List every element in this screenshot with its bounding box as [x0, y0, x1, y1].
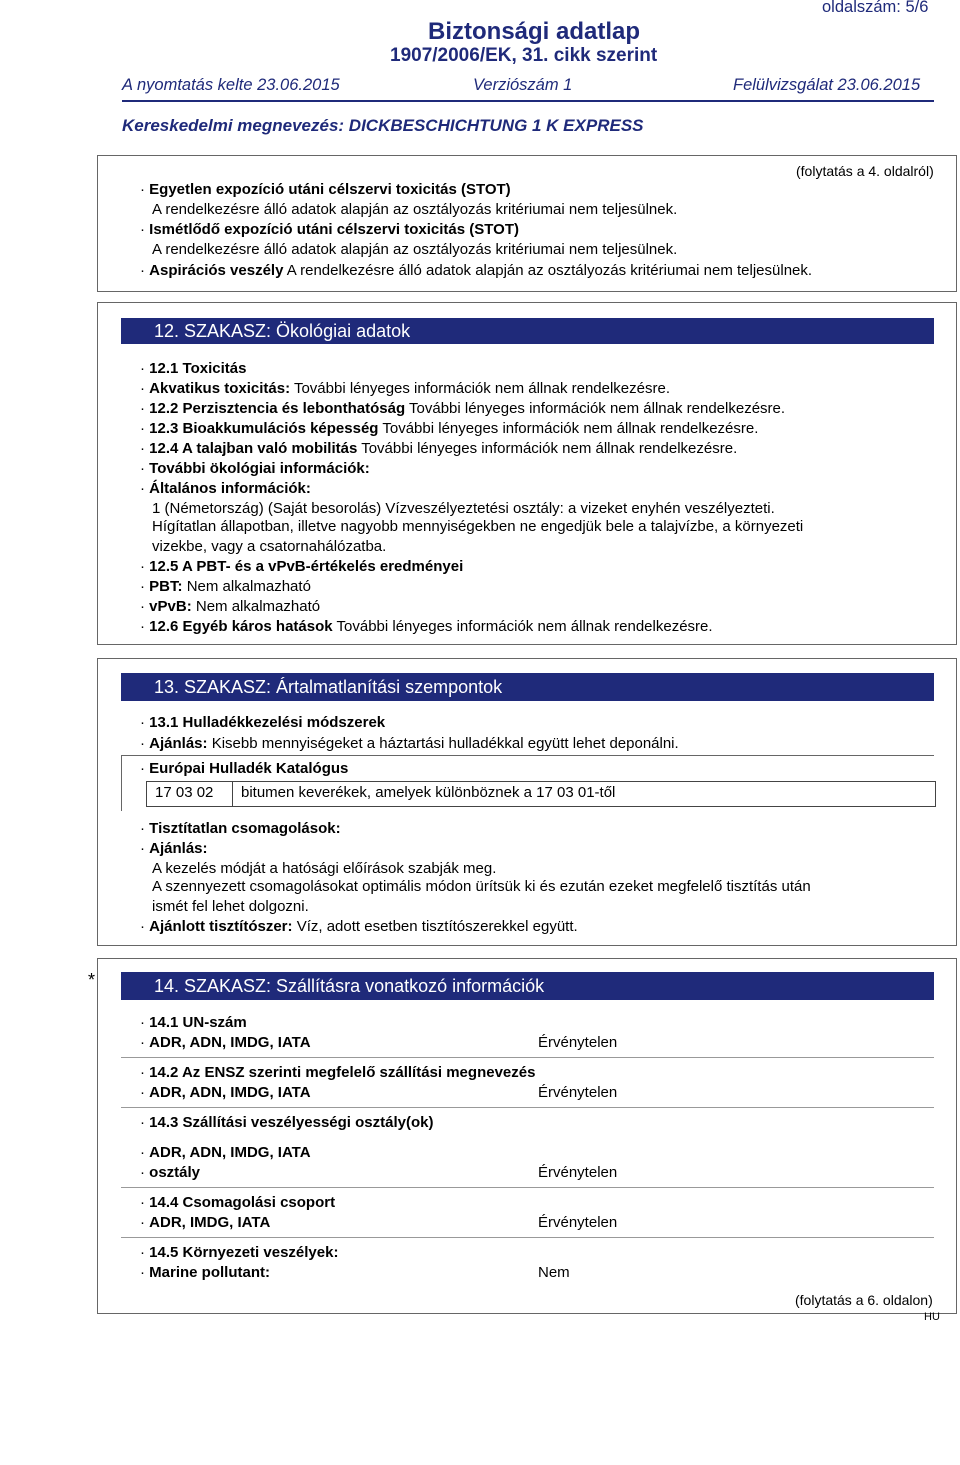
- bioaccum-row: · 12.3 Bioakkumulációs képesség További lényeges információk nem állnak rendelkezésre.: [140, 420, 758, 437]
- revision-date: Felülvizsgálat 23.06.2015: [733, 76, 921, 94]
- section-13-title: 13. SZAKASZ: Ártalmatlanítási szempontok: [121, 673, 934, 701]
- divider-14-1: [121, 1057, 934, 1058]
- general-info-label: · Általános információk:: [140, 480, 311, 497]
- shipping-name-label: · 14.2 Az ENSZ szerinti megfelelő szállítási megnevezés: [140, 1064, 535, 1081]
- print-date: A nyomtatás kelte 23.06.2015: [122, 76, 340, 94]
- change-marker: *: [88, 970, 96, 990]
- header-rule: [122, 100, 934, 102]
- aspiration-row: · Aspirációs veszély A rendelkezésre álló adatok alapján az osztályozás kritériumai nem teljesülnek.: [140, 262, 812, 279]
- section-14-title: 14. SZAKASZ: Szállításra vonatkozó információk: [121, 972, 934, 1000]
- footer-rule: [97, 1313, 957, 1314]
- general-text-3: vizekbe, vagy a csatornahálózatba.: [152, 538, 387, 555]
- further-eco-label: · További ökológiai információk:: [140, 460, 370, 477]
- toxicity-label: · 12.1 Toxicitás: [140, 360, 246, 377]
- packaging-text-1: A kezelés módját a hatósági előírások szabják meg.: [152, 860, 497, 877]
- general-text-1: 1 (Németország) (Saját besorolás) Vízveszélyeztetési osztály: a vizeket enyhén veszélyezteti.: [152, 500, 775, 517]
- divider-14-3: [121, 1187, 934, 1188]
- catalogue-label: · Európai Hulladék Katalógus: [140, 760, 348, 777]
- hazard-class-sub: · osztály: [140, 1164, 200, 1181]
- stot-repeated-label: · Ismétlődő expozíció utáni célszervi toxicitás (STOT): [140, 221, 519, 238]
- vpvb-row: · vPvB: Nem alkalmazható: [140, 598, 320, 615]
- document-title: Biztonsági adatlap: [428, 18, 641, 45]
- packing-group-key: · ADR, IMDG, IATA: [140, 1214, 270, 1231]
- stot-single-label: · Egyetlen expozíció utáni célszervi toxicitás (STOT): [140, 181, 511, 198]
- hazard-class-key: · ADR, ADN, IMDG, IATA: [140, 1144, 311, 1161]
- general-text-2: Hígítatlan állapotban, illetve nagyobb mennyiségekben ne engedjük bele a talajvízbe, a környezeti: [152, 518, 804, 535]
- persistence-row: · 12.2 Perzisztencia és lebonthatóság További lényeges információk nem állnak rendelkezésre.: [140, 400, 785, 417]
- recommendation-row: · Ajánlás: Kisebb mennyiségeket a háztartási hulladékkal együtt lehet deponálni.: [140, 735, 679, 752]
- catalogue-table: [146, 781, 936, 807]
- other-effects-row: · 12.6 Egyéb káros hatások További lényeges információk nem állnak rendelkezésre.: [140, 618, 713, 635]
- packing-group-label: · 14.4 Csomagolási csoport: [140, 1194, 335, 1211]
- pbt-row: · PBT: Nem alkalmazható: [140, 578, 311, 595]
- packing-group-value: Érvénytelen: [538, 1214, 618, 1231]
- page-number: oldalszám: 5/6: [822, 0, 929, 16]
- section-12-title: 12. SZAKASZ: Ökológiai adatok: [121, 318, 934, 344]
- stot-repeated-text: A rendelkezésre álló adatok alapján az osztályozás kritériumai nem teljesülnek.: [152, 241, 678, 258]
- document-subtitle: 1907/2006/EK, 31. cikk szerint: [390, 45, 658, 66]
- divider-14-4: [121, 1237, 934, 1238]
- language-code: HU: [924, 1311, 940, 1323]
- marine-pollutant-value: Nem: [538, 1264, 570, 1281]
- pbt-label: · 12.5 A PBT- és a vPvB-értékelés eredményei: [140, 558, 463, 575]
- stot-single-text: A rendelkezésre álló adatok alapján az osztályozás kritériumai nem teljesülnek.: [152, 201, 678, 218]
- continued-from: (folytatás a 4. oldalról): [796, 163, 934, 179]
- hazard-class-value: Érvénytelen: [538, 1164, 618, 1181]
- waste-methods-label: · 13.1 Hulladékkezelési módszerek: [140, 714, 385, 731]
- aquatic-row: · Akvatikus toxicitás: További lényeges információk nem állnak rendelkezésre.: [140, 380, 670, 397]
- shipping-name-key: · ADR, ADN, IMDG, IATA: [140, 1084, 311, 1101]
- hazard-class-label: · 14.3 Szállítási veszélyességi osztály(ok): [140, 1114, 434, 1131]
- mobility-row: · 12.4 A talajban való mobilitás További lényeges információk nem állnak rendelkezésre.: [140, 440, 737, 457]
- catalogue-description: bitumen keverékek, amelyek különböznek a 17 03 01-től: [241, 784, 616, 801]
- marine-pollutant-key: · Marine pollutant:: [140, 1264, 270, 1281]
- packaging-reco-label: · Ajánlás:: [140, 840, 208, 857]
- env-hazards-label: · 14.5 Környezeti veszélyek:: [140, 1244, 338, 1261]
- un-number-key: · ADR, ADN, IMDG, IATA: [140, 1034, 311, 1051]
- continued-to: (folytatás a 6. oldalon): [795, 1292, 933, 1308]
- trade-name: Kereskedelmi megnevezés: DICKBESCHICHTUNG 1 K EXPRESS: [122, 116, 644, 135]
- un-number-value: Érvénytelen: [538, 1034, 618, 1051]
- cleaner-row: · Ajánlott tisztítószer: Víz, adott esetben tisztítószerekkel együtt.: [140, 918, 578, 935]
- packaging-label: · Tisztítatlan csomagolások:: [140, 820, 341, 837]
- catalogue-code: 17 03 02: [147, 782, 233, 806]
- shipping-name-value: Érvénytelen: [538, 1084, 618, 1101]
- packaging-text-3: ismét fel lehet dolgozni.: [152, 898, 309, 915]
- un-number-label: · 14.1 UN-szám: [140, 1014, 247, 1031]
- version: Verziószám 1: [473, 76, 573, 94]
- divider-14-2: [121, 1107, 934, 1108]
- packaging-text-2: A szennyezett csomagolásokat optimális módon ürítsük ki és ezután ezeket megfelelő tisztítás után: [152, 878, 811, 895]
